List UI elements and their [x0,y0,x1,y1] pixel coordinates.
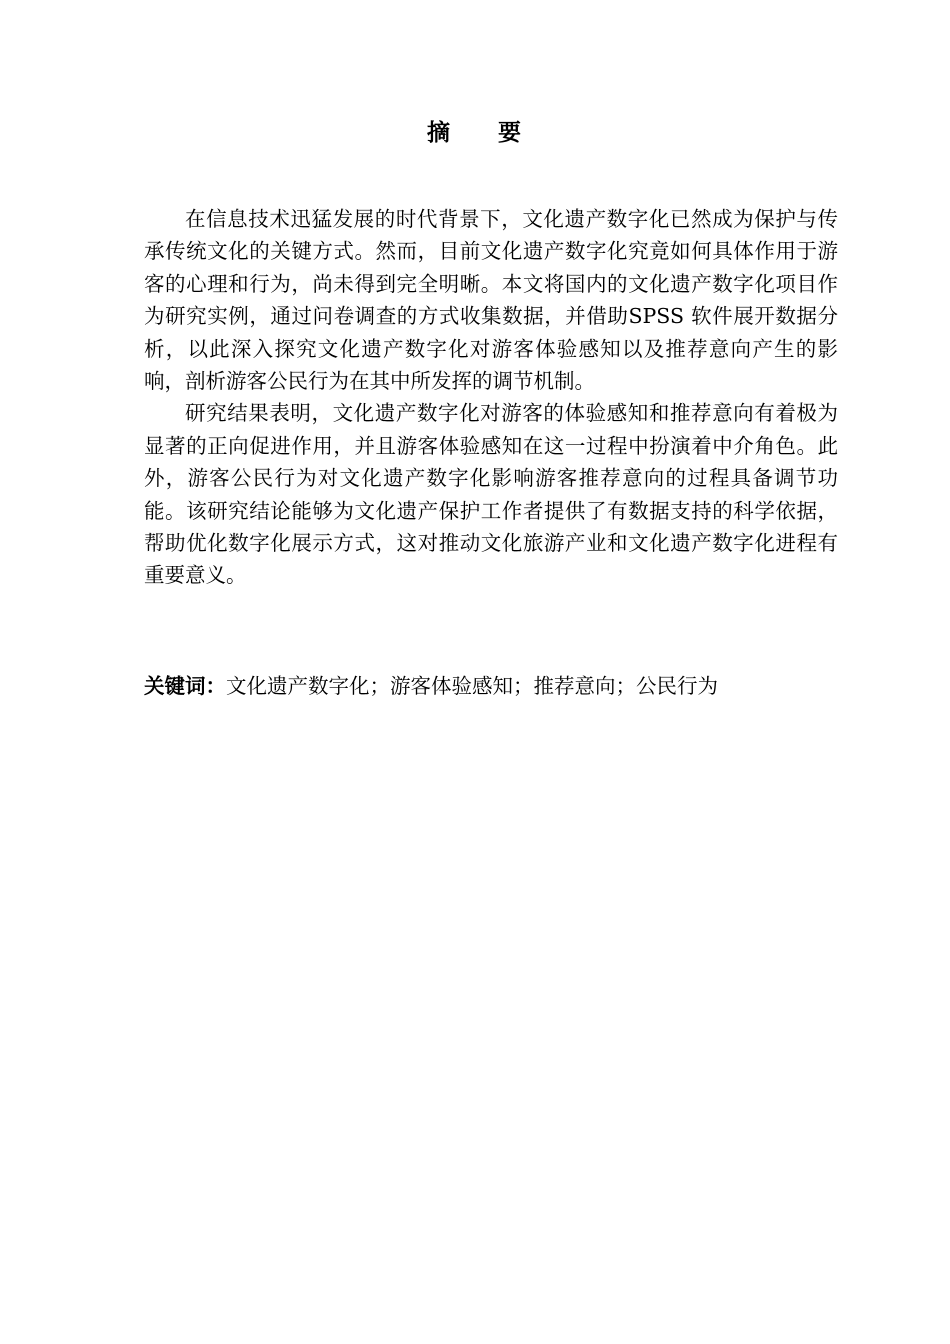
abstract-paragraph-2: 研究结果表明，文化遗产数字化对游客的体验感知和推荐意向有着极为显著的正向促进作用，并且游客体验感知在这一过程中扮演着中介角色。此外，游客公民行为对文化遗产数字化影响游客推荐意向的过程具备调节功能。该研究结论能够为文化遗产保护工作者提供了有数据支持的科学依据，帮助优化数字化展示方式，这对推动文化旅游产业和文化遗产数字化进程有重要意义。 [144,401,838,588]
abstract-paragraph-1: 在信息技术迅猛发展的时代背景下，文化遗产数字化已然成为保护与传承传统文化的关键方式。然而，目前文化遗产数字化究竟如何具体作用于游客的心理和行为，尚未得到完全明晰。本文将国内的文化遗产数字化项目作为研究实例，通过问卷调查的方式收集数据，并借助SPSS 软件展开数据分析，以此深入探究文化遗产数字化对游客体验感知以及推荐意向产生的影响，剖析游客公民行为在其中所发挥的调节机制。 [144,207,838,394]
keywords-label: 关键词： [144,674,226,698]
abstract-body [144,203,838,592]
page-title: 摘 要 [426,120,541,146]
keywords-line [144,670,838,702]
keywords-text: 文化遗产数字化；游客体验感知；推荐意向；公民行为 [226,674,718,698]
